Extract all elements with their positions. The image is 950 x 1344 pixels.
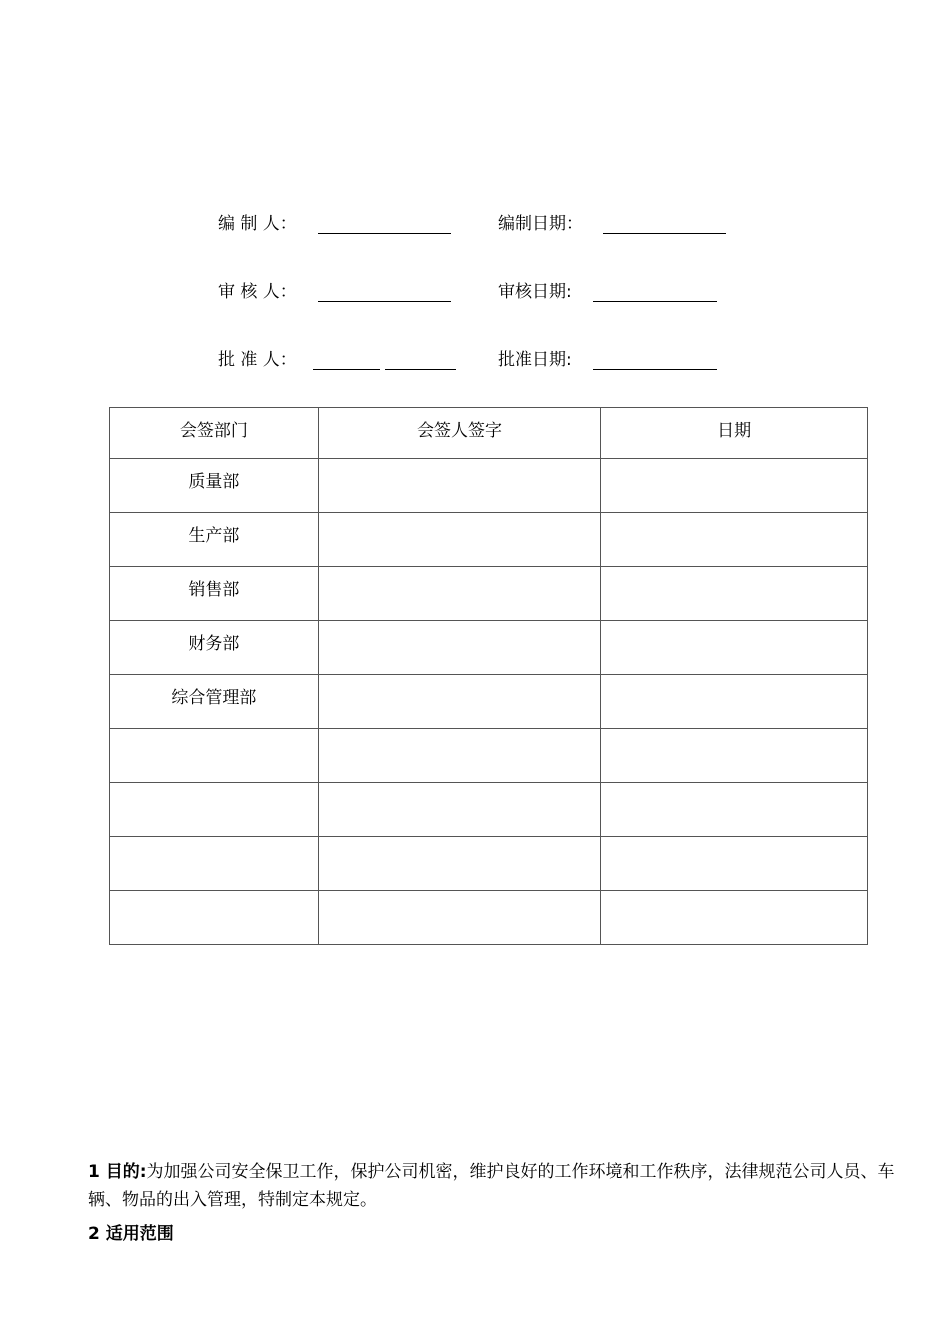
date-cell[interactable] [601, 621, 868, 675]
review-date-blank[interactable] [593, 301, 717, 302]
purpose-section [88, 1158, 898, 1214]
table-row [110, 783, 868, 837]
compiler-label: 编 制 人： [218, 214, 297, 234]
signature-cell[interactable] [318, 837, 601, 891]
header-signature: 会签人签字 [318, 408, 601, 459]
date-cell[interactable] [601, 459, 868, 513]
approver-blank-b[interactable] [385, 369, 456, 370]
table-row [110, 513, 868, 567]
approver-label: 批 准 人： [218, 350, 297, 370]
department-cell: 综合管理部 [110, 675, 319, 729]
reviewer-blank[interactable] [318, 301, 451, 302]
department-cell: 财务部 [110, 621, 319, 675]
date-cell[interactable] [601, 513, 868, 567]
review-date-label: 审核日期: [498, 282, 572, 302]
date-cell[interactable] [601, 567, 868, 621]
signature-cell[interactable] [318, 459, 601, 513]
signature-cell[interactable] [318, 675, 601, 729]
compiler-blank[interactable] [318, 233, 451, 234]
signature-cell[interactable] [318, 891, 601, 945]
department-cell[interactable] [110, 891, 319, 945]
approver-blank-a[interactable] [313, 369, 380, 370]
compile-date-blank[interactable] [603, 233, 726, 234]
signature-cell[interactable] [318, 513, 601, 567]
signature-cell[interactable] [318, 783, 601, 837]
date-cell[interactable] [601, 783, 868, 837]
signature-cell[interactable] [318, 621, 601, 675]
date-cell[interactable] [601, 837, 868, 891]
department-cell: 销售部 [110, 567, 319, 621]
approve-date-label: 批准日期: [498, 350, 572, 370]
signature-cell[interactable] [318, 729, 601, 783]
date-cell[interactable] [601, 891, 868, 945]
compile-date-label: 编制日期： [498, 214, 583, 234]
department-cell[interactable] [110, 837, 319, 891]
date-cell[interactable] [601, 675, 868, 729]
department-cell[interactable] [110, 729, 319, 783]
table-row [110, 567, 868, 621]
table-row [110, 675, 868, 729]
countersign-table [109, 407, 868, 945]
table-row [110, 837, 868, 891]
approve-date-blank[interactable] [593, 369, 717, 370]
date-cell[interactable] [601, 729, 868, 783]
table-row [110, 891, 868, 945]
scope-heading: 2 适用范围 [88, 1224, 174, 1244]
department-cell: 生产部 [110, 513, 319, 567]
table-row [110, 459, 868, 513]
signature-cell[interactable] [318, 567, 601, 621]
table-row [110, 729, 868, 783]
purpose-text: 为加强公司安全保卫工作，保护公司机密，维护良好的工作环境和工作秩序，法律规范公司人员、车辆、物品的出入管理，特制定本规定。 [88, 1162, 895, 1210]
table-header-row [110, 408, 868, 459]
department-cell[interactable] [110, 783, 319, 837]
table-row [110, 621, 868, 675]
header-date: 日期 [601, 408, 868, 459]
department-cell: 质量部 [110, 459, 319, 513]
purpose-heading: 1 目的: [88, 1162, 147, 1182]
header-department: 会签部门 [110, 408, 319, 459]
reviewer-label: 审 核 人： [218, 282, 297, 302]
